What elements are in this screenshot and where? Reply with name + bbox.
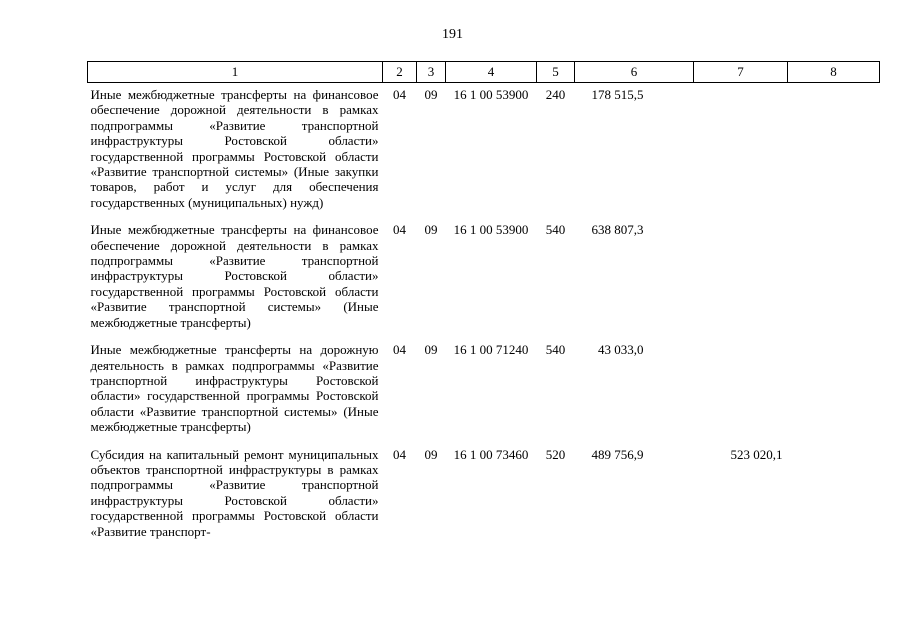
row-description: Иные межбюджетные трансферты на финансовое обеспечение дорожной деятельности в рамках подпрограммы «Развитие транспортной инфраструктуры Ростовской области» государственной программы Ростовской области «Развитие транспортной системы» (Иные закупки товаров, работ и услуг для обеспечения государственных (муниципальных) нужд) [90, 87, 379, 210]
row-sum-1: 43 033,0 [598, 342, 644, 358]
column-header: 8 [788, 62, 880, 83]
table-row [88, 83, 880, 219]
row-sum-3 [788, 338, 880, 442]
row-description: Субсидия на капитальный ремонт муниципальных объектов транспортной инфраструктуры в рамках подпрограммы «Развитие транспортной инфраструктуры Ростовской области» государственной программы Ростовской области «Развитие транспорт- [90, 446, 379, 539]
row-csr: 16 1 00 73460 [453, 446, 529, 462]
row-vr: 540 [545, 222, 566, 238]
row-sum-3 [788, 83, 880, 219]
column-header: 4 [446, 62, 537, 83]
table-row [88, 338, 880, 442]
row-pr: 09 [424, 87, 438, 102]
row-vr: 520 [545, 446, 566, 462]
row-sum-2 [694, 218, 788, 338]
column-header: 6 [575, 62, 694, 83]
row-sum-2 [694, 338, 788, 442]
budget-table [87, 61, 880, 547]
column-header: 7 [694, 62, 788, 83]
page-number: 191 [442, 27, 463, 42]
row-sum-1: 638 807,3 [591, 222, 644, 238]
row-rz: 04 [393, 222, 406, 238]
row-csr: 16 1 00 53900 [453, 222, 529, 238]
row-sum-2 [694, 83, 788, 219]
column-header: 1 [88, 62, 383, 83]
row-rz: 04 [393, 87, 406, 102]
column-header: 2 [383, 62, 417, 83]
row-csr: 16 1 00 53900 [453, 87, 529, 102]
table-header-row [88, 62, 880, 83]
row-pr: 09 [424, 342, 438, 358]
column-header: 3 [417, 62, 446, 83]
row-vr: 240 [545, 87, 566, 102]
row-sum-3 [788, 443, 880, 547]
row-sum-2: 523 020,1 [730, 446, 783, 462]
row-description: Иные межбюджетные трансферты на дорожную деятельность в рамках подпрограммы «Развитие транспортной инфраструктуры Ростовской области» государственной программы Ростовской области «Развитие транспортной системы» (Иные межбюджетные трансферты) [90, 342, 379, 435]
table-row [88, 218, 880, 338]
row-vr: 540 [545, 342, 566, 358]
row-sum-1: 489 756,9 [591, 446, 644, 462]
row-rz: 04 [393, 446, 406, 462]
row-sum-1: 178 515,5 [591, 87, 644, 102]
table-row [88, 443, 880, 547]
row-sum-3 [788, 218, 880, 338]
row-pr: 09 [424, 446, 438, 462]
row-csr: 16 1 00 71240 [453, 342, 529, 358]
row-rz: 04 [393, 342, 406, 358]
row-pr: 09 [424, 222, 438, 238]
row-description: Иные межбюджетные трансферты на финансовое обеспечение дорожной деятельности в рамках подпрограммы «Развитие транспортной инфраструктуры Ростовской области» государственной программы Ростовской области «Развитие транспортной системы» (Иные межбюджетные трансферты) [90, 222, 379, 330]
column-header: 5 [537, 62, 575, 83]
